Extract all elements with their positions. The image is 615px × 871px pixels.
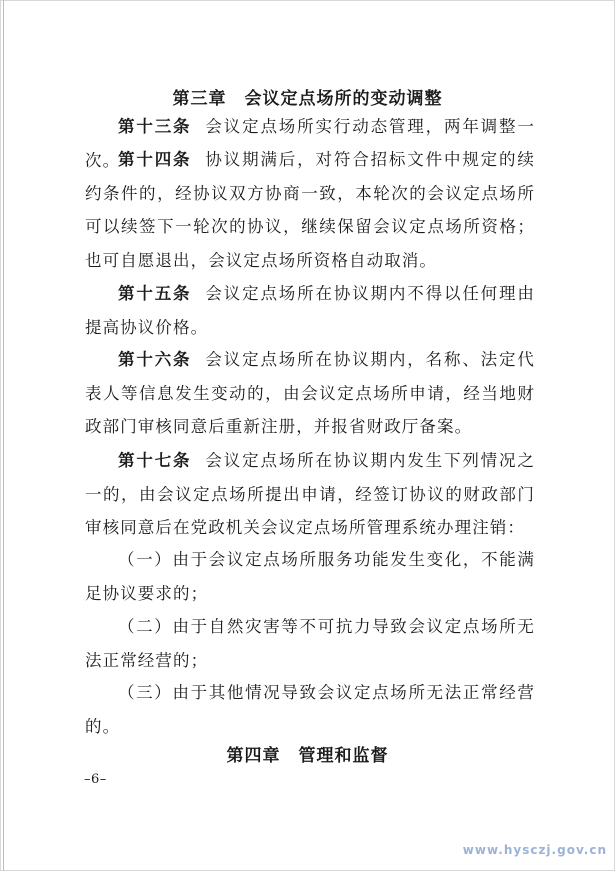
article-15 bbox=[85, 277, 535, 344]
article-16-text: 会议定点场所在协议期内，名称、法定代表人等信息发生变动的，由会议定点场所申请，经当地财政部门审核同意后重新注册，并报省财政厅备案。 bbox=[85, 350, 535, 436]
article-13-text: 会议定点场所实行动态管理，两年调整一次。 bbox=[85, 117, 535, 170]
article-17 bbox=[85, 444, 535, 545]
article-17-label: 第十七条 bbox=[118, 451, 192, 470]
list-item-3: （三）由于其他情况导致会议定点场所无法正常经营的。 bbox=[85, 683, 535, 736]
page-number: –6– bbox=[84, 772, 107, 787]
list-item-2: （二）由于自然灾害等不可抗力导致会议定点场所无法正常经营的； bbox=[85, 617, 535, 670]
article-13-label: 第十三条 bbox=[118, 117, 192, 136]
article-17-text: 会议定点场所在协议期内发生下列情况之一的，由会议定点场所提出申请，经签订协议的财政部门审核同意后在党政机关会议定点场所管理系统办理注销： bbox=[85, 451, 535, 537]
chapter-3-number: 第三章 bbox=[172, 89, 227, 109]
article-15-text: 会议定点场所在协议期内不得以任何理由提高协议价格。 bbox=[85, 284, 535, 337]
article-14-label: 第十四条 bbox=[118, 150, 192, 169]
site-watermark: www.hysczj.gov.cn bbox=[462, 843, 607, 857]
article-15-label: 第十五条 bbox=[118, 284, 192, 303]
article-14-text: 协议期满后，对符合招标文件中规定的续约条件的，经协议双方协商一致，本轮次的会议定点场所可以续签下一轮次的协议，继续保留会议定点场所资格；也可自愿退出，会议定点场所资格自动取消。 bbox=[85, 150, 535, 270]
article-14 bbox=[85, 143, 535, 277]
chapter-4-number: 第四章 bbox=[226, 746, 281, 766]
list-item-1: （一）由于会议定点场所服务功能发生变化，不能满足协议要求的； bbox=[85, 550, 535, 603]
chapter-4-title: 管理和监督 bbox=[298, 746, 389, 766]
chapter-3-heading bbox=[0, 84, 615, 109]
chapter-4-heading bbox=[0, 741, 615, 766]
article-16 bbox=[85, 343, 535, 444]
article-16-label: 第十六条 bbox=[118, 350, 192, 369]
chapter-3-title: 会议定点场所的变动调整 bbox=[244, 89, 443, 109]
